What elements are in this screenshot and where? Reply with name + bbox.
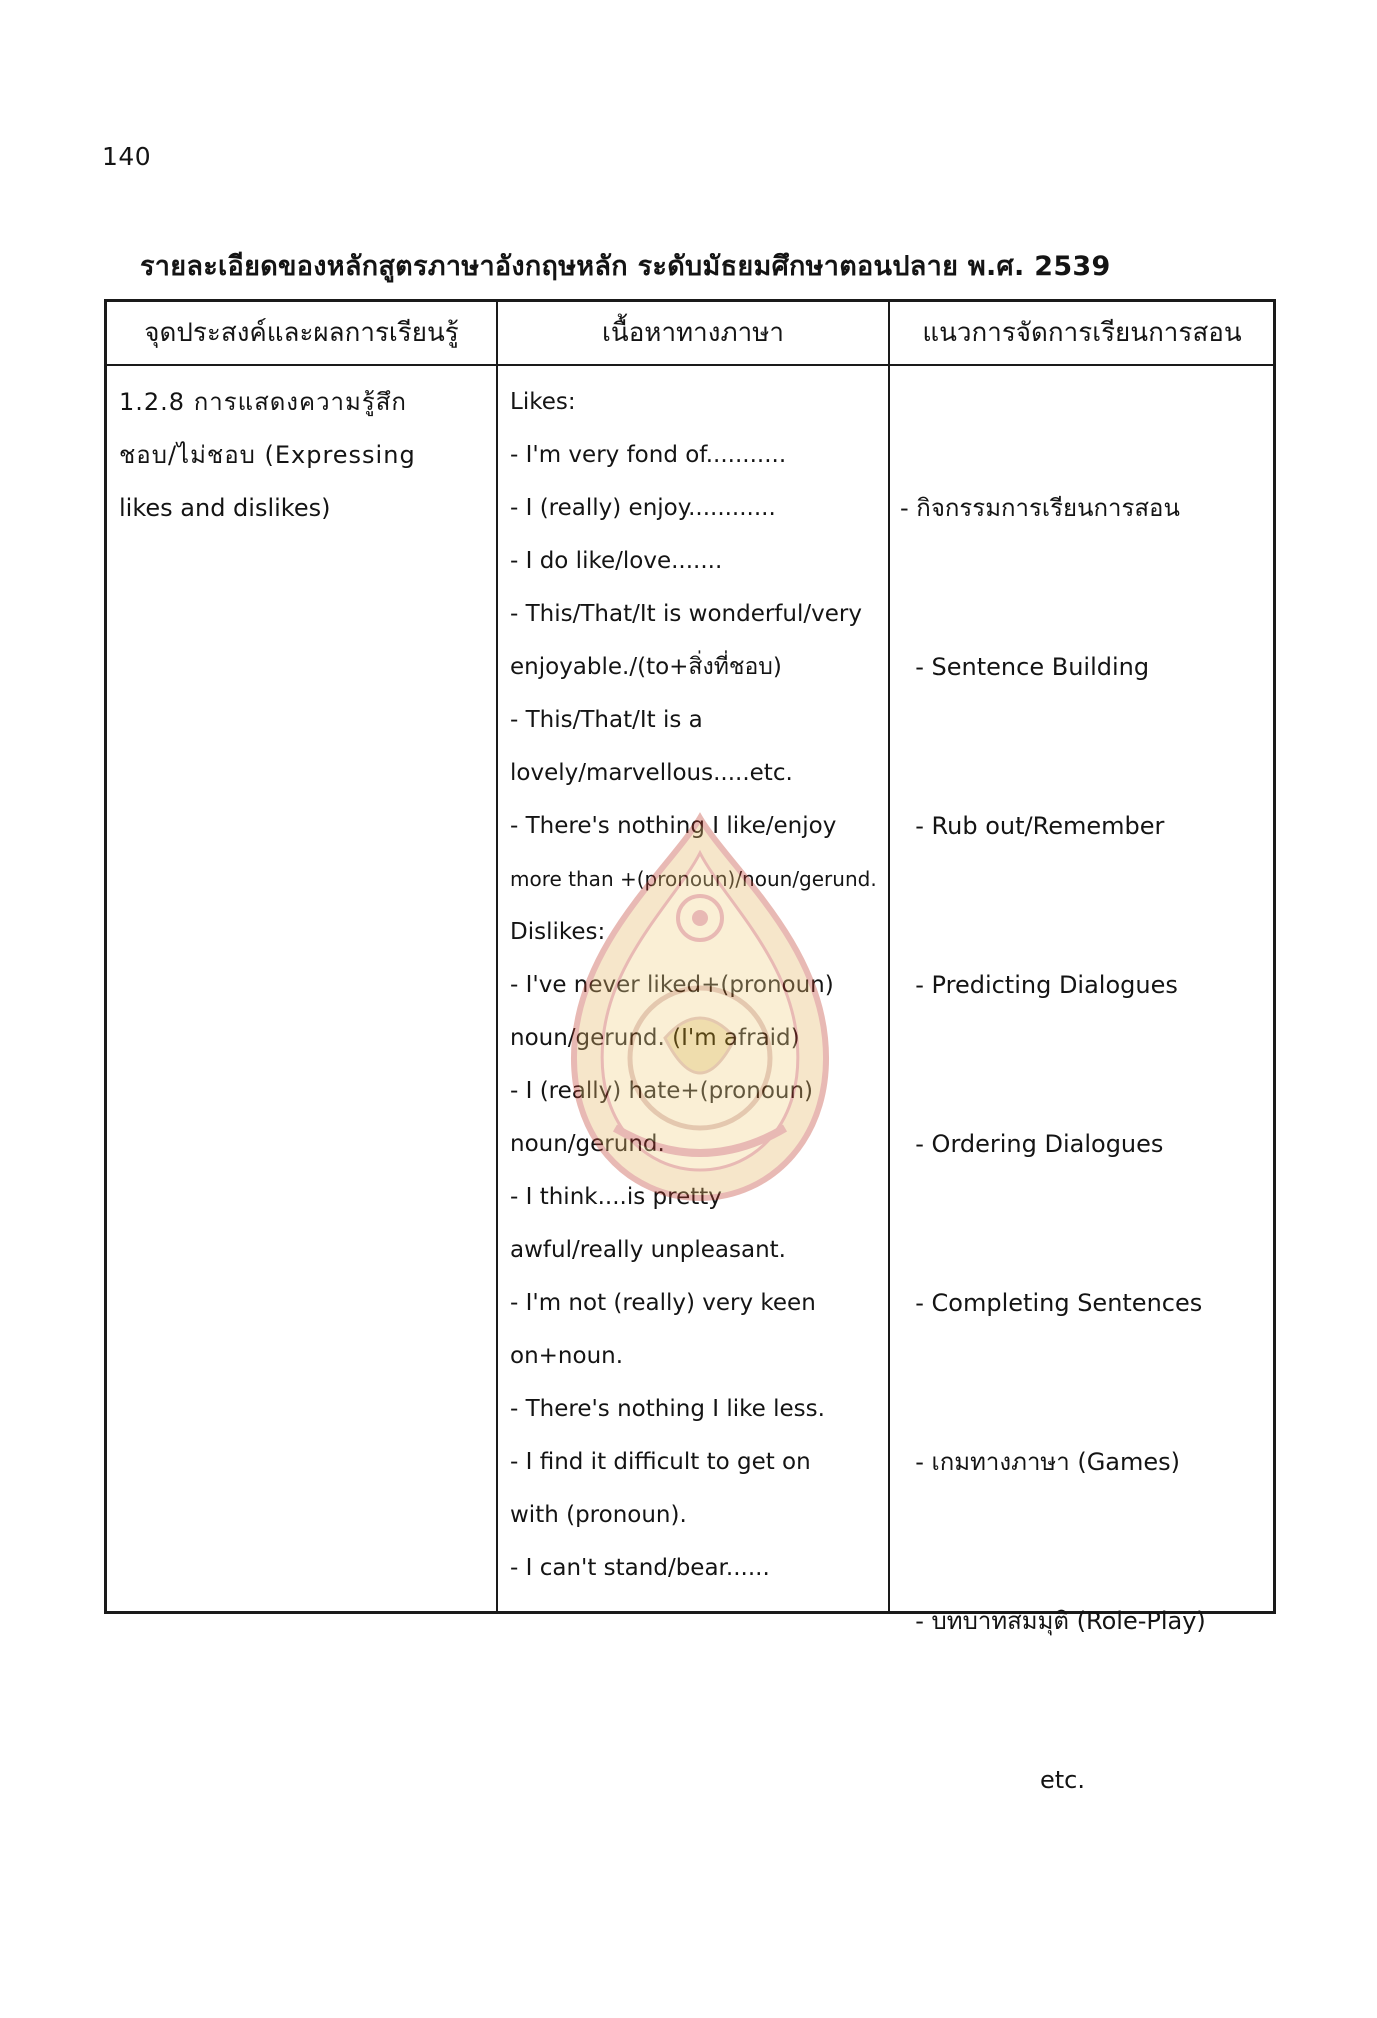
activity-item: - Ordering Dialogues bbox=[900, 1130, 1164, 1158]
content-line: - I'm not (really) very keen bbox=[510, 1290, 816, 1316]
activity-item: - Predicting Dialogues bbox=[900, 971, 1178, 999]
header-teaching-approach: แนวการจัดการเรียนการสอน bbox=[922, 318, 1242, 348]
objective-line: 1.2.8 การแสดงความรู้สึก bbox=[119, 388, 407, 416]
content-line: enjoyable./(to+สิ่งที่ชอบ) bbox=[510, 654, 782, 680]
activity-item: - เกมทางภาษา (Games) bbox=[900, 1448, 1181, 1476]
teaching-approach-cell bbox=[900, 376, 1272, 1913]
page-title: รายละเอียดของหลักสูตรภาษาอังกฤษหลัก ระดับมัธยมศึกษาตอนปลาย พ.ศ. 2539 bbox=[140, 251, 1111, 282]
content-line: with (pronoun). bbox=[510, 1502, 687, 1528]
content-line: Dislikes: bbox=[510, 919, 606, 945]
language-content-cell bbox=[510, 376, 882, 1595]
content-line: - I (really) hate+(pronoun) bbox=[510, 1078, 814, 1104]
content-line: awful/really unpleasant. bbox=[510, 1237, 786, 1263]
content-line: - I (really) enjoy............ bbox=[510, 495, 776, 521]
objective-line: ชอบ/ไม่ชอบ (Expressing bbox=[119, 441, 416, 469]
content-line: noun/gerund. (I'm afraid) bbox=[510, 1025, 800, 1051]
column-divider bbox=[496, 302, 498, 1611]
content-line: Likes: bbox=[510, 389, 576, 415]
header-language-content: เนื้อหาทางภาษา bbox=[602, 318, 784, 348]
objective-line: likes and dislikes) bbox=[119, 494, 331, 522]
activity-item: - Completing Sentences bbox=[900, 1289, 1203, 1317]
content-line: - I can't stand/bear...... bbox=[510, 1555, 770, 1581]
content-line: - This/That/It is wonderful/very bbox=[510, 601, 862, 627]
content-line: noun/gerund. bbox=[510, 1131, 665, 1157]
objectives-cell bbox=[119, 376, 491, 535]
header-objectives: จุดประสงค์และผลการเรียนรู้ bbox=[144, 318, 459, 348]
activity-heading: - กิจกรรมการเรียนการสอน bbox=[900, 494, 1180, 522]
activity-etc: etc. bbox=[1040, 1766, 1085, 1794]
page-number: 140 bbox=[102, 142, 152, 171]
content-line: - I've never liked+(pronoun) bbox=[510, 972, 834, 998]
header-divider bbox=[107, 364, 1273, 366]
content-line: - I do like/love....... bbox=[510, 548, 723, 574]
content-line: more than +(pronoun)/noun/gerund. bbox=[510, 867, 877, 891]
content-line: - I find it difficult to get on bbox=[510, 1449, 811, 1475]
content-line: lovely/marvellous.....etc. bbox=[510, 760, 793, 786]
column-divider bbox=[888, 302, 890, 1611]
content-line: - I'm very fond of........... bbox=[510, 442, 787, 468]
content-line: on+noun. bbox=[510, 1343, 624, 1369]
activity-item: - Sentence Building bbox=[900, 653, 1150, 681]
content-line: - I think....is pretty bbox=[510, 1184, 722, 1210]
content-line: - There's nothing I like/enjoy bbox=[510, 813, 837, 839]
content-line: - This/That/It is a bbox=[510, 707, 703, 733]
activity-item: - บทบาทสมมุติ (Role-Play) bbox=[900, 1607, 1206, 1635]
curriculum-table bbox=[104, 299, 1276, 1794]
activity-item: - Rub out/Remember bbox=[900, 812, 1165, 840]
content-line: - There's nothing I like less. bbox=[510, 1396, 825, 1422]
